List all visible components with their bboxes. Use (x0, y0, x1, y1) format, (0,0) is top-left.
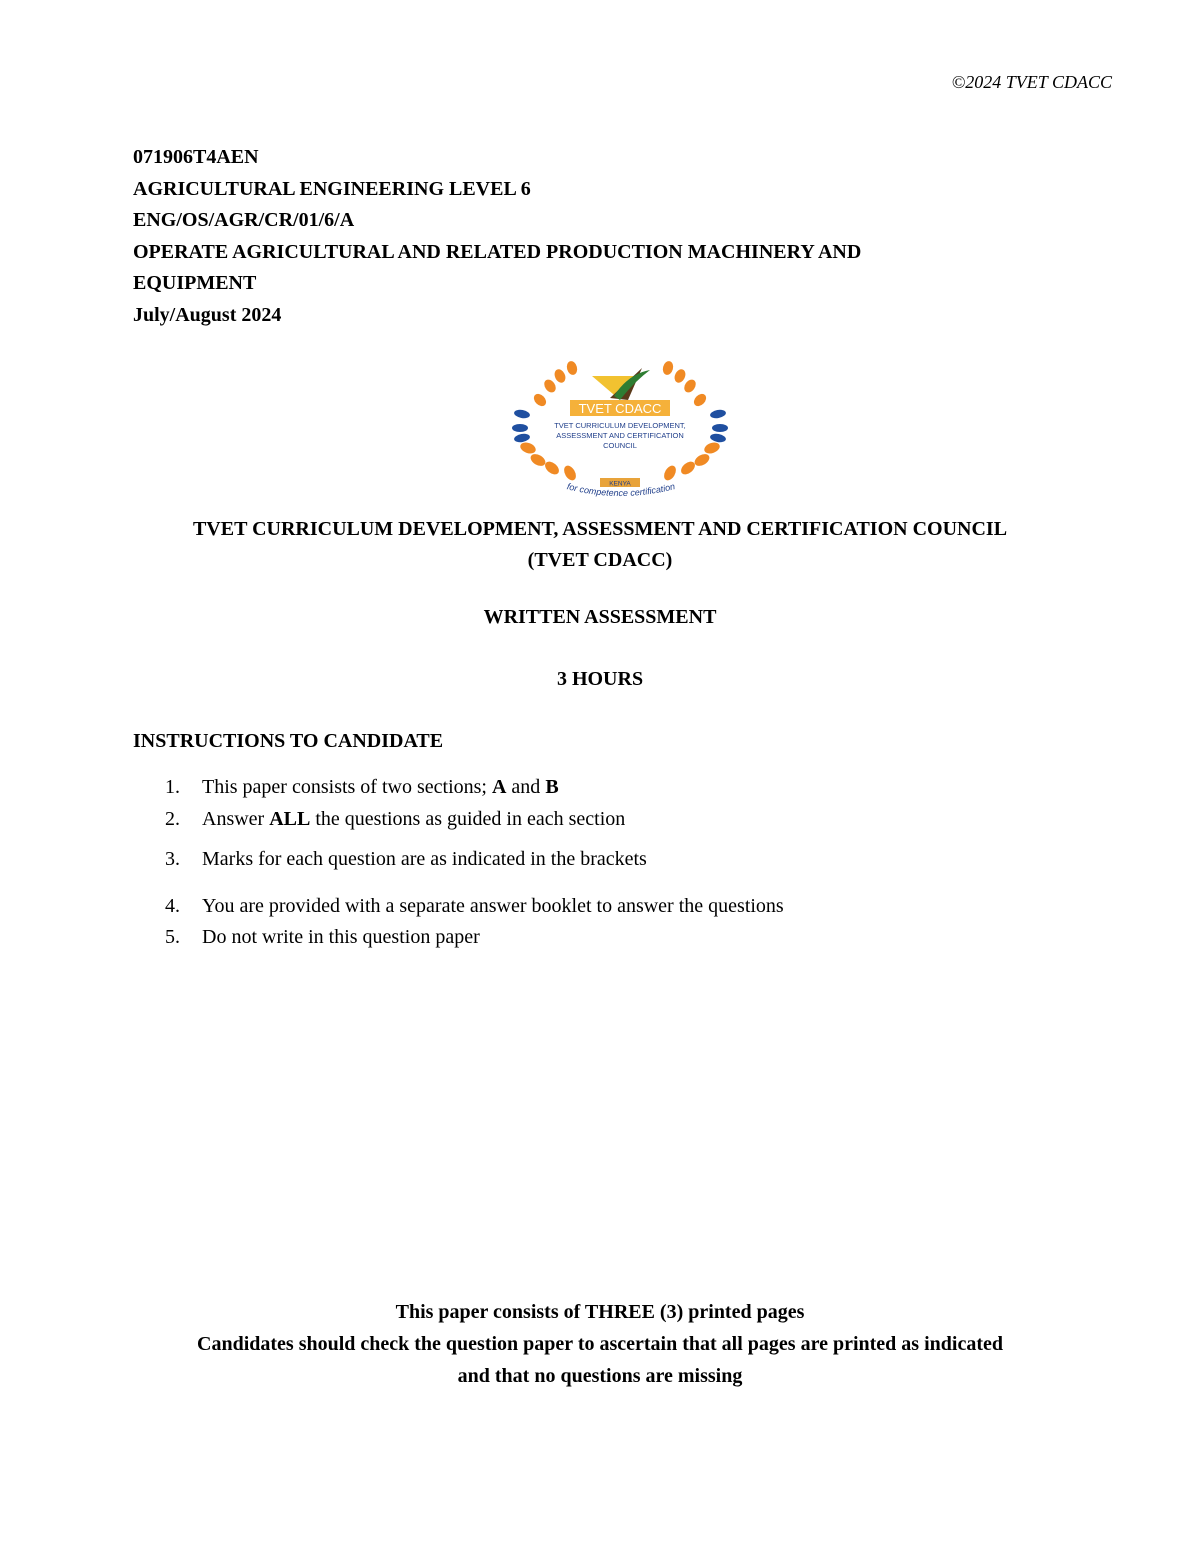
item-bold: B (545, 776, 559, 798)
item-text: This paper consists of two sections; (202, 776, 492, 798)
logo-motto: for competence certification (565, 481, 677, 499)
unit-title-line2: EQUIPMENT (133, 272, 257, 294)
paper-code: 071906T4AEN (133, 146, 259, 168)
council-name-line2: (TVET CDACC) (527, 549, 673, 571)
paper-header (133, 142, 1033, 331)
item-number: 5. (165, 926, 180, 948)
item-text: Answer (202, 808, 270, 830)
item-number: 2. (165, 808, 180, 830)
list-item (165, 776, 559, 799)
exam-duration: 3 HOURS (556, 668, 644, 690)
item-text: and (506, 776, 546, 798)
copyright-notice: ©2024 TVET CDACC (951, 72, 1112, 92)
council-name-line1: TVET CURRICULUM DEVELOPMENT, ASSESSMENT AND CERTIFICATION COUNCIL (192, 518, 1008, 540)
item-text: Marks for each question are as indicated in the brackets (202, 848, 647, 870)
council-name (0, 514, 1200, 576)
unit-code: ENG/OS/AGR/CR/01/6/A (133, 209, 355, 231)
page-count-notice: This paper consists of THREE (3) printed pages (395, 1301, 805, 1323)
logo-text-line3: COUNCIL (603, 441, 637, 450)
logo-banner-text: TVET CDACC (578, 401, 662, 416)
logo-text-line1: TVET CURRICULUM DEVELOPMENT, (554, 421, 686, 430)
list-item (165, 926, 480, 949)
item-bold: ALL (269, 808, 311, 830)
exam-session: July/August 2024 (133, 303, 282, 326)
item-text: the questions as guided in each section (310, 808, 626, 830)
logo-text-line2: ASSESSMENT AND CERTIFICATION (556, 431, 684, 440)
list-item (165, 848, 647, 871)
list-item (165, 808, 625, 831)
list-item (165, 895, 784, 918)
instructions-title: INSTRUCTIONS TO CANDIDATE (133, 730, 444, 752)
item-number: 4. (165, 895, 180, 917)
check-notice-line2: and that no questions are missing (457, 1365, 743, 1387)
item-number: 1. (165, 776, 180, 798)
unit-title-line1: OPERATE AGRICULTURAL AND RELATED PRODUCTION MACHINERY AND (133, 240, 862, 263)
assessment-type: WRITTEN ASSESSMENT (483, 606, 717, 628)
item-text: You are provided with a separate answer booklet to answer the questions (202, 895, 784, 917)
item-bold: A (491, 776, 507, 798)
logo-country: KENYA (609, 480, 631, 488)
programme-title: AGRICULTURAL ENGINEERING LEVEL 6 (133, 177, 531, 200)
item-number: 3. (165, 848, 180, 870)
tvet-cdacc-logo (510, 356, 730, 506)
check-notice-line1: Candidates should check the question paper to ascertain that all pages are printed as indicated (197, 1333, 1003, 1355)
item-text: Do not write in this question paper (202, 926, 480, 948)
